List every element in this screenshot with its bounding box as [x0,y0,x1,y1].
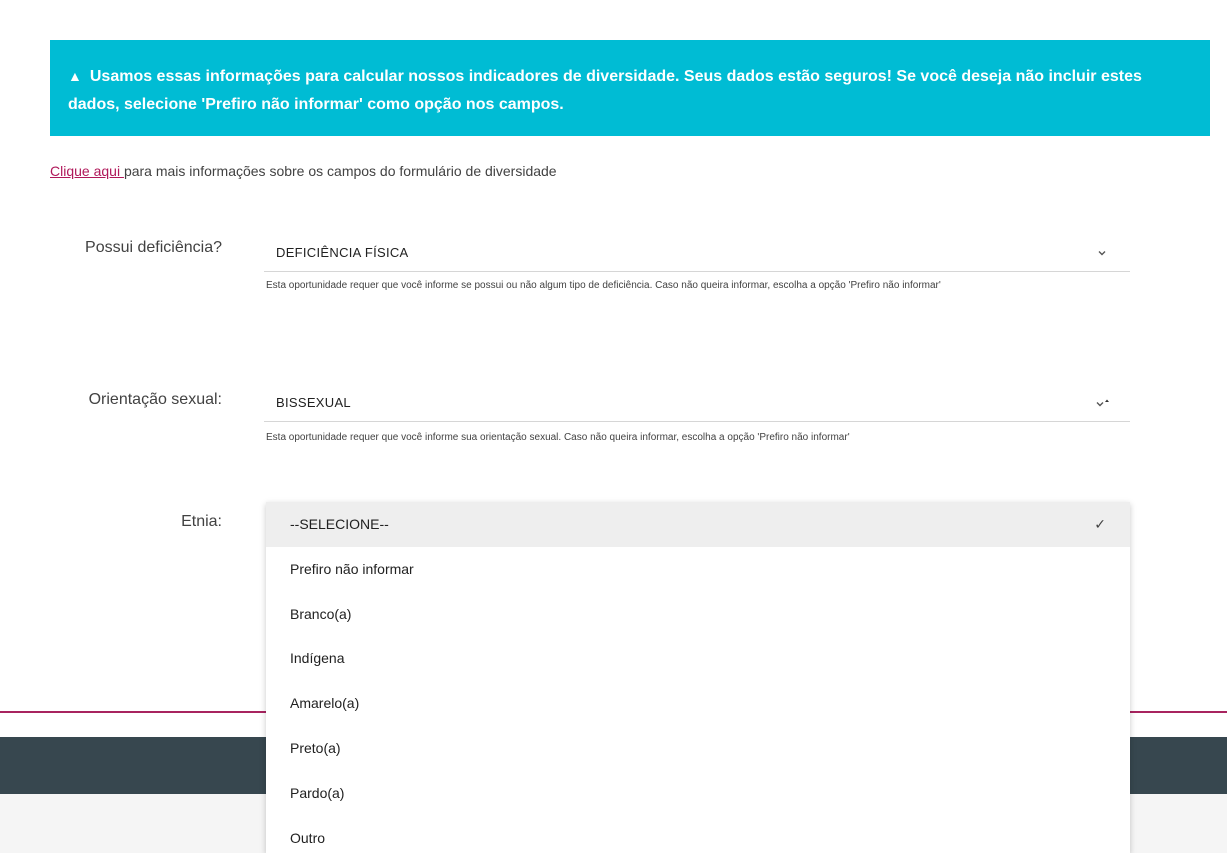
warning-icon: ▲ [68,68,82,84]
info-text: para mais informações sobre os campos do formulário de diversidade [123,163,557,179]
diversity-info-alert [50,40,1210,136]
alert-text: Usamos essas informações para calcular nossos indicadores de diversidade. Seus dados estão seguros! Se você deseja não incluir estes dados, selecione 'Prefiro não informar' como opção nos campos. [68,68,1142,113]
etnia-label: Etnia: [181,513,222,530]
deficiencia-select[interactable] [264,232,1130,272]
orientacao-select[interactable] [264,382,1130,422]
dropdown-option[interactable]: --SELECIONE-- ✓ [266,502,1130,547]
info-line [50,163,557,179]
orientacao-value: BISSEXUAL [276,395,351,410]
dropdown-option[interactable]: Outro [290,829,326,846]
deficiencia-value: DEFICIÊNCIA FÍSICA [276,245,409,260]
orientacao-label: Orientação sexual: [88,391,222,408]
click-here-link[interactable]: Clique aqui [50,163,124,179]
dropdown-option[interactable]: Amarelo(a) [290,695,360,712]
deficiencia-label: Possui deficiência? [85,239,222,256]
check-icon: ✓ [1094,516,1106,532]
dropdown-option[interactable]: Branco(a) [290,605,352,622]
chevron-down-up-icon [1094,395,1110,411]
dropdown-option[interactable]: Preto(a) [290,739,341,756]
dropdown-option[interactable]: Pardo(a) [290,784,345,801]
deficiencia-hint: Esta oportunidade requer que você informe se possui ou não algum tipo de deficiência. Caso não queira informar, escolha a opção 'Prefiro não informar' [266,280,941,291]
dropdown-option[interactable]: Indígena [290,650,345,667]
orientacao-hint: Esta oportunidade requer que você informe sua orientação sexual. Caso não queira informar, escolha a opção 'Prefiro não informar' [266,432,850,443]
chevron-down-icon [1094,245,1110,261]
etnia-dropdown-menu[interactable] [266,502,1130,853]
dropdown-option[interactable]: Prefiro não informar [290,560,414,577]
